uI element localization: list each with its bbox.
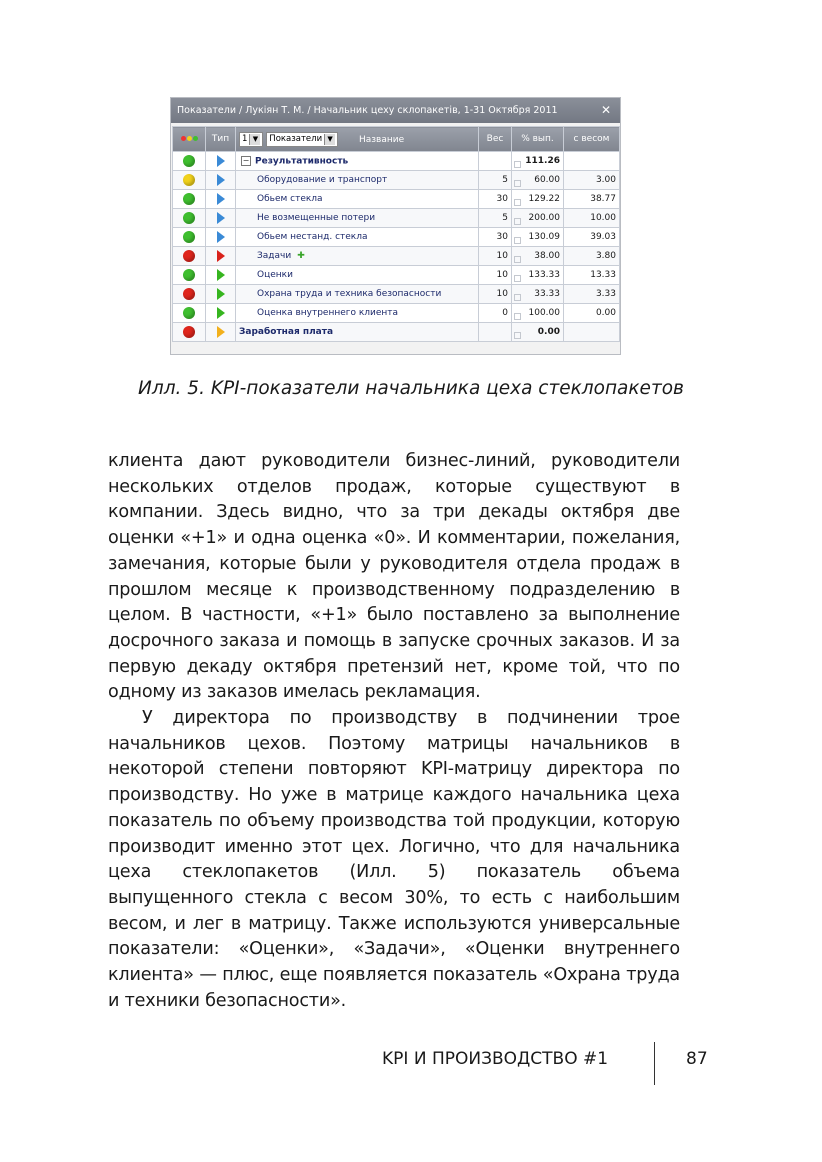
with-weight-cell: 10.00	[564, 209, 620, 228]
weight-cell: 5	[479, 209, 512, 228]
name-cell[interactable]	[236, 304, 479, 323]
type-cell	[206, 304, 236, 323]
weight-cell	[479, 152, 512, 171]
status-cell	[173, 190, 206, 209]
note-icon[interactable]	[514, 218, 521, 225]
status-cell	[173, 228, 206, 247]
table-header	[173, 127, 620, 152]
percent-cell[interactable]	[512, 266, 564, 285]
group-name: Результативность	[255, 156, 349, 167]
figure-caption: Илл. 5. KPI-показатели начальника цеха стеклопакетов	[138, 378, 684, 399]
light-yellow	[187, 136, 192, 141]
name-header[interactable]	[236, 127, 479, 152]
type-cell	[206, 285, 236, 304]
percent-cell[interactable]	[512, 285, 564, 304]
light-green	[193, 136, 198, 141]
type-header[interactable]: Тип	[206, 127, 236, 152]
type-cell	[206, 247, 236, 266]
level-select[interactable]	[239, 132, 263, 147]
chevron-down-icon: ▼	[249, 134, 260, 145]
percent-value: 129.22	[528, 194, 560, 204]
type-cell	[206, 228, 236, 247]
percent-cell[interactable]	[512, 247, 564, 266]
chevron-down-icon: ▼	[324, 134, 335, 145]
table-row[interactable]	[173, 266, 620, 285]
light-red	[181, 136, 186, 141]
play-blue-icon[interactable]	[217, 174, 225, 186]
kpi-window	[170, 97, 621, 355]
status-cell	[173, 209, 206, 228]
indicator-name: Задачи	[257, 251, 292, 261]
status-green-icon	[183, 269, 195, 281]
play-blue-icon[interactable]	[217, 231, 225, 243]
weight-cell: 10	[479, 266, 512, 285]
play-blue-icon[interactable]	[217, 155, 225, 167]
status-cell	[173, 304, 206, 323]
percent-value: 130.09	[528, 232, 560, 242]
status-green-icon	[183, 231, 195, 243]
close-icon[interactable]: ✕	[600, 103, 611, 117]
status-red-icon	[183, 288, 195, 300]
traffic-light-icon	[181, 136, 198, 141]
name-cell[interactable]	[236, 323, 479, 342]
table-row[interactable]	[173, 152, 620, 171]
status-red-icon	[183, 326, 195, 338]
percent-cell[interactable]	[512, 152, 564, 171]
status-red-icon	[183, 250, 195, 262]
status-lights-header[interactable]	[173, 127, 206, 152]
kpi-rows	[173, 152, 620, 342]
table-row[interactable]	[173, 228, 620, 247]
play-orange-icon[interactable]	[217, 326, 225, 338]
type-cell	[206, 171, 236, 190]
note-icon[interactable]	[514, 199, 521, 206]
play-blue-icon[interactable]	[217, 193, 225, 205]
percent-cell[interactable]	[512, 209, 564, 228]
note-icon[interactable]	[514, 313, 521, 320]
with-weight-cell	[564, 152, 620, 171]
name-cell[interactable]	[236, 247, 479, 266]
table-row[interactable]	[173, 285, 620, 304]
filter-select[interactable]	[266, 132, 338, 147]
type-cell	[206, 209, 236, 228]
play-green-icon[interactable]	[217, 307, 225, 319]
name-cell[interactable]	[236, 266, 479, 285]
note-icon[interactable]	[514, 275, 521, 282]
status-green-icon	[183, 212, 195, 224]
percent-value: 0.00	[537, 327, 560, 337]
status-yellow-icon	[183, 174, 195, 186]
status-cell	[173, 152, 206, 171]
indicator-name: Обьем нестанд. стекла	[257, 232, 368, 242]
percent-cell[interactable]	[512, 228, 564, 247]
percent-value: 33.33	[534, 289, 560, 299]
play-red-icon[interactable]	[217, 250, 225, 262]
table-row[interactable]	[173, 247, 620, 266]
body-text	[108, 449, 680, 1014]
paragraph: У директора по производству в подчинении трое начальников цехов. Поэтому матрицы начальников в некоторой степени повторяют KPI-матрицу директора по производству. Но уже в матрице каждого начальника цеха показатель по объему производства той продукции, которую производит именно этот цех. Логично, что для начальника цеха стеклопакетов (Илл. 5) показатель объема выпущенного стекла с весом 30%, то есть с наибольшим весом, и лег в матрицу. Также используются универсальные показатели: «Оценки», «Задачи», «Оценки внутреннего клиента» — плюс, еще появляется показатель «Охрана труда и техники безопасности».	[108, 708, 680, 1011]
with-weight-cell: 3.33	[564, 285, 620, 304]
with-weight-cell: 39.03	[564, 228, 620, 247]
paragraph: клиента дают руководители бизнес-линий, руководители нескольких отделов продаж, которые существуют в компании. Здесь видно, что за три декады октября две оценки «+1» и одна оценка «0». И комментарии, пожелания, замечания, которые были у руководителя отдела продаж в прошлом месяце к производственному подразделению в целом. В частности, «+1» было поставлено за выполнение досрочного заказа и помощь в запуске срочных заказов. И за первую декаду октября претензий нет, кроме той, что по одному из заказов имелась рекламация.	[108, 451, 680, 703]
collapse-icon[interactable]: −	[242, 155, 250, 165]
status-green-icon	[183, 193, 195, 205]
name-cell[interactable]	[236, 152, 479, 171]
indicator-name: Оборудование и транспорт	[257, 175, 388, 185]
with-weight-cell: 3.80	[564, 247, 620, 266]
percent-cell[interactable]	[512, 190, 564, 209]
percent-value: 133.33	[528, 270, 560, 280]
note-icon[interactable]	[514, 237, 521, 244]
window-titlebar	[171, 98, 620, 123]
kpi-table	[172, 126, 620, 342]
percent-value: 200.00	[528, 213, 560, 223]
table-row[interactable]	[173, 209, 620, 228]
weight-cell: 30	[479, 190, 512, 209]
status-cell	[173, 171, 206, 190]
table-row[interactable]	[173, 190, 620, 209]
percent-value: 60.00	[534, 175, 560, 185]
type-cell	[206, 190, 236, 209]
weight-header[interactable]: Вес	[479, 127, 512, 152]
indicator-name: Обьем стекла	[257, 194, 323, 204]
note-icon[interactable]	[514, 180, 521, 187]
percent-cell[interactable]	[512, 323, 564, 342]
name-header-label: Название	[358, 134, 405, 145]
type-cell	[206, 323, 236, 342]
name-cell[interactable]	[236, 171, 479, 190]
weight-cell: 0	[479, 304, 512, 323]
group-name: Заработная плата	[239, 327, 334, 337]
weight-cell: 5	[479, 171, 512, 190]
percent-value: 38.00	[534, 251, 560, 261]
note-icon[interactable]	[514, 294, 521, 301]
type-cell	[206, 152, 236, 171]
status-cell	[173, 247, 206, 266]
weight-cell: 10	[479, 247, 512, 266]
note-icon[interactable]	[514, 332, 521, 339]
running-footer-title: KPI И ПРОИЗВОДСТВО #1	[382, 1049, 609, 1069]
name-cell[interactable]	[236, 209, 479, 228]
with-weight-cell: 0.00	[564, 304, 620, 323]
note-icon[interactable]	[514, 161, 521, 168]
weight-cell: 10	[479, 285, 512, 304]
with-weight-cell: 3.00	[564, 171, 620, 190]
percent-value: 111.26	[525, 156, 560, 166]
note-icon[interactable]	[514, 256, 521, 263]
table-row[interactable]	[173, 304, 620, 323]
name-cell[interactable]	[236, 190, 479, 209]
filter-select-value: Показатели	[269, 133, 323, 144]
window-title: Показатели / Лукіян Т. М. / Начальник цеху склопакетів, 1-31 Октября 2011	[177, 105, 558, 116]
status-cell	[173, 285, 206, 304]
percent-cell[interactable]	[512, 304, 564, 323]
type-cell	[206, 266, 236, 285]
with-weight-header[interactable]: с весом	[564, 127, 620, 152]
percent-cell[interactable]	[512, 171, 564, 190]
status-green-icon	[183, 155, 195, 167]
status-green-icon	[183, 307, 195, 319]
footer-divider	[654, 1042, 655, 1085]
indicator-name: Оценка внутреннего клиента	[257, 308, 399, 318]
table-row[interactable]	[173, 171, 620, 190]
name-cell[interactable]	[236, 285, 479, 304]
indicator-name: Оценки	[257, 270, 293, 280]
play-green-icon[interactable]	[217, 269, 225, 281]
status-cell	[173, 323, 206, 342]
weight-cell	[479, 323, 512, 342]
play-blue-icon[interactable]	[217, 212, 225, 224]
indicator-name: Не возмещенные потери	[257, 213, 376, 223]
table-row[interactable]	[173, 323, 620, 342]
indicator-name: Охрана труда и техника безопасности	[257, 289, 442, 299]
with-weight-cell	[564, 323, 620, 342]
level-select-value: 1	[242, 133, 248, 144]
page-number: 87	[686, 1049, 708, 1069]
with-weight-cell: 38.77	[564, 190, 620, 209]
percent-value: 100.00	[528, 308, 560, 318]
weight-cell: 30	[479, 228, 512, 247]
status-cell	[173, 266, 206, 285]
add-icon[interactable]: ✚	[297, 251, 305, 261]
percent-header[interactable]: % вып.	[512, 127, 564, 152]
with-weight-cell: 13.33	[564, 266, 620, 285]
name-cell[interactable]	[236, 228, 479, 247]
play-green-icon[interactable]	[217, 288, 225, 300]
